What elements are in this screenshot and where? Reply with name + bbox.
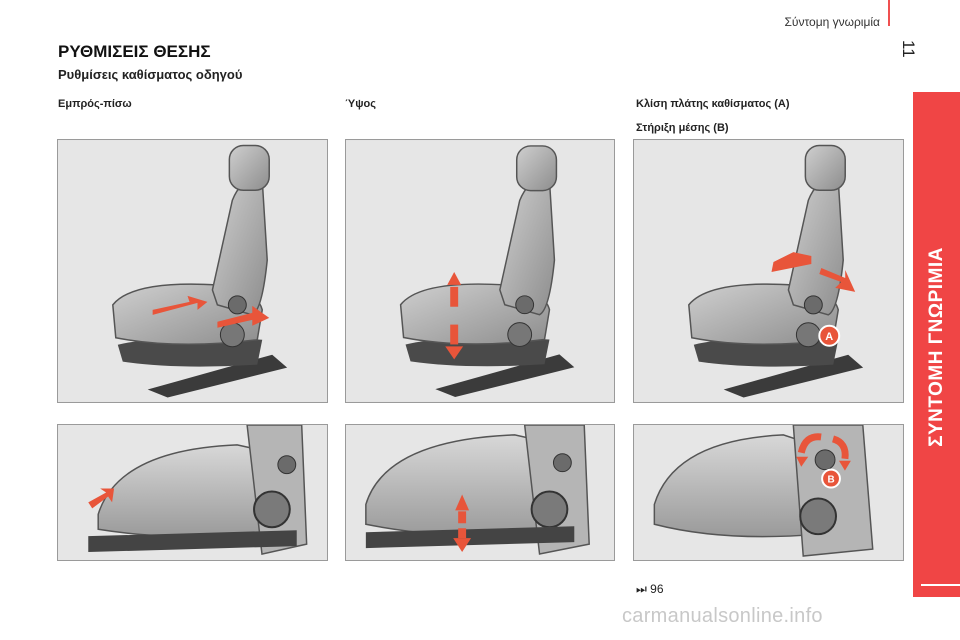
forward-lever-closeup-illustration: [58, 425, 327, 560]
panel-lumbar-knob-closeup: [633, 424, 904, 561]
panel-seat-height: [345, 139, 615, 403]
chapter-tab-divider: [921, 584, 960, 586]
seat-forward-backward-illustration: [58, 140, 327, 402]
label-height: Ύψος: [345, 98, 376, 110]
callout-b-label: B: [827, 474, 835, 486]
panel-height-lever-closeup: [345, 424, 615, 561]
panel-seatback-recline: [633, 139, 904, 403]
section-title: ΡΥΘΜΙΣΕΙΣ ΘΕΣΗΣ: [58, 42, 211, 61]
arrow-to-bar-icon: ⏭: [636, 582, 647, 596]
callout-a-label: A: [825, 331, 834, 344]
lumbar-knob-closeup-illustration: [634, 425, 903, 560]
label-lumbar: Στήριξη μέσης (B): [636, 122, 729, 134]
header-rule: [888, 0, 890, 26]
reference-page: 96: [650, 582, 664, 596]
watermark: carmanualsonline.info: [622, 605, 823, 627]
seatback-recline-illustration: [634, 140, 903, 402]
chapter-title: ΣΥΝΤΟΜΗ ΓΝΩΡΙΜΙΑ: [925, 247, 947, 447]
running-title: Σύντομη γνωριμία: [784, 15, 880, 29]
seat-height-illustration: [346, 140, 614, 402]
panel-forward-lever-closeup: [57, 424, 328, 561]
page-reference[interactable]: [636, 582, 664, 597]
panel-seat-forward-backward: [57, 139, 328, 403]
page-number: 11: [899, 40, 918, 58]
section-subtitle: Ρυθμίσεις καθίσματος οδηγού: [58, 67, 243, 82]
label-recline: Κλίση πλάτης καθίσματος (A): [636, 98, 790, 110]
height-lever-closeup-illustration: [346, 425, 614, 560]
label-forward-backward: Εμπρός-πίσω: [58, 98, 132, 110]
chapter-tab: [913, 92, 960, 597]
